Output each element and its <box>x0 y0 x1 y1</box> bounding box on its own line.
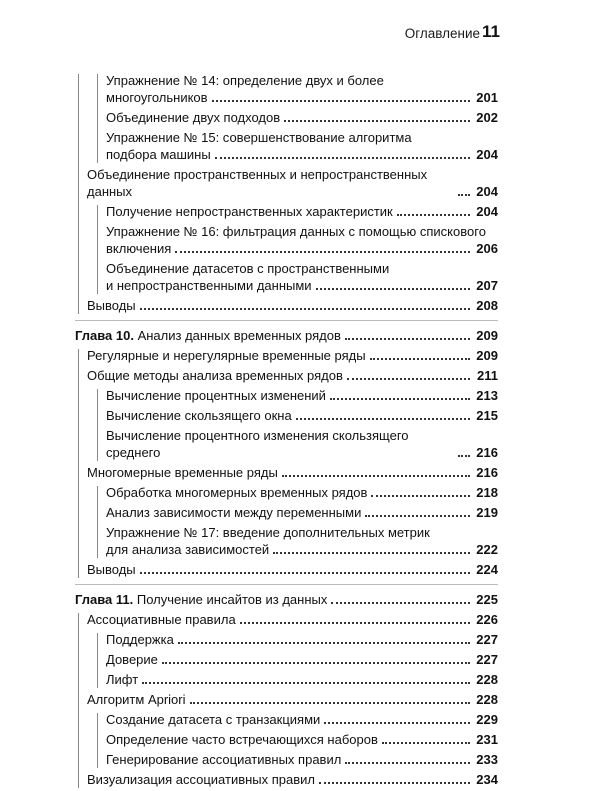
toc-entry-title <box>87 464 278 481</box>
dot-leader <box>365 515 470 517</box>
toc-entry-text: многоугольников <box>106 90 208 105</box>
toc-page-number: 225 <box>476 592 498 607</box>
toc-entry-title <box>106 387 326 404</box>
toc-entry-title <box>106 504 361 521</box>
toc-entry-title <box>106 277 312 294</box>
toc-entry-text: Многомерные временные ряды <box>87 465 278 480</box>
indent-guide-line <box>97 389 98 461</box>
dot-leader <box>458 194 470 196</box>
toc-section-entry[interactable] <box>75 297 498 314</box>
toc-entry-text: Получение непространственных характеристик <box>106 204 393 219</box>
indent-guide-line <box>78 349 79 578</box>
toc-section-entry[interactable] <box>75 561 498 578</box>
toc-entry-text: и непространственными данными <box>106 278 312 293</box>
dot-leader <box>284 120 470 122</box>
dot-leader <box>212 100 470 102</box>
toc-entry-text: Поддержка <box>106 632 174 647</box>
running-header-title: Оглавление <box>404 26 480 41</box>
toc-page-number: 213 <box>476 388 498 403</box>
toc-entry-text: Упражнение № 14: определение двух и более <box>106 73 384 88</box>
toc-entry-text: Вычисление скользящего окна <box>106 408 292 423</box>
dot-leader <box>370 358 470 360</box>
toc-entry-text: Общие методы анализа временных рядов <box>87 368 343 383</box>
toc-subsection-entry[interactable] <box>75 407 498 424</box>
dot-leader <box>140 572 470 574</box>
toc-subsection-entry[interactable] <box>75 651 498 668</box>
toc-entry-text: Визуализация ассоциативных правил <box>87 772 315 787</box>
toc-entry-text: для анализа зависимостей <box>106 542 270 557</box>
toc-page-number: 224 <box>476 562 498 577</box>
toc-entry-text: Объединение датасетов с пространственными <box>106 261 390 276</box>
toc-subsection-entry[interactable] <box>75 72 498 106</box>
toc-page-number: 222 <box>476 542 498 557</box>
dot-leader <box>345 762 470 764</box>
toc-entry-title <box>106 751 341 768</box>
dot-leader <box>319 782 470 784</box>
toc-page-number: 201 <box>476 90 498 105</box>
toc-page-number: 216 <box>476 445 498 460</box>
toc-entry-title <box>106 541 269 558</box>
toc-subsection-entry[interactable] <box>75 731 498 748</box>
indent-guide-line <box>97 74 98 163</box>
toc-entry-title <box>106 427 454 461</box>
dot-leader <box>190 702 470 704</box>
toc-entry-text: включения <box>106 241 172 256</box>
dot-leader <box>282 475 470 477</box>
toc-page-number: 233 <box>476 752 498 767</box>
indent-guide-line <box>97 713 98 768</box>
toc-entry-text: Обработка многомерных временных рядов <box>106 485 368 500</box>
toc-page-number: 207 <box>476 278 498 293</box>
toc-subsection-entry[interactable] <box>75 631 498 648</box>
toc-page-number: 211 <box>477 368 498 383</box>
toc-subsection-entry[interactable] <box>75 203 498 220</box>
toc-entry-text: Определение часто встречающихся наборов <box>106 732 378 747</box>
toc-page-number: 228 <box>476 692 498 707</box>
toc-entry-title <box>75 591 327 608</box>
toc-entry-title <box>87 691 186 708</box>
toc-entry-text: Анализ зависимости между переменными <box>106 505 362 520</box>
toc-chapter-entry[interactable] <box>75 327 498 344</box>
dot-leader <box>330 398 470 400</box>
dot-leader <box>382 742 470 744</box>
toc-subsection-entry[interactable] <box>75 711 498 728</box>
toc-subsection-entry[interactable] <box>75 427 498 461</box>
toc-entry-title <box>106 260 389 277</box>
toc-page-number: 219 <box>476 505 498 520</box>
dot-leader <box>331 602 470 604</box>
toc-entry-title <box>106 407 292 424</box>
dot-leader <box>371 495 470 497</box>
toc-subsection-entry[interactable] <box>75 260 498 294</box>
toc-entry-text: Вычисление процентного изменения скользящего среднего <box>106 428 409 460</box>
toc-page-number: 215 <box>476 408 498 423</box>
indent-guide-line <box>97 486 98 558</box>
toc-page-number: 204 <box>476 204 498 219</box>
toc-entry-title <box>106 72 384 89</box>
toc-entry-title <box>87 297 136 314</box>
toc-entry-text: Упражнение № 17: введение дополнительных метрик <box>106 525 430 540</box>
toc-entry-title <box>106 711 320 728</box>
toc-entry-title <box>106 731 378 748</box>
toc-page-number: 206 <box>476 241 498 256</box>
toc-entry-title <box>106 203 393 220</box>
toc-entry-text: Выводы <box>87 298 136 313</box>
indent-guide-line <box>97 205 98 294</box>
table-of-contents <box>75 72 498 791</box>
toc-subsection-entry[interactable] <box>75 671 498 688</box>
indent-guide-line <box>78 613 79 788</box>
dot-leader <box>347 378 470 380</box>
toc-entry-title <box>106 240 171 257</box>
dot-leader <box>178 642 470 644</box>
toc-subsection-entry[interactable] <box>75 109 498 126</box>
toc-entry-text: Генерирование ассоциативных правил <box>106 752 342 767</box>
toc-section-entry[interactable] <box>75 771 498 788</box>
toc-page-number: 204 <box>476 147 498 162</box>
toc-subsection-entry[interactable] <box>75 484 498 501</box>
toc-entry-title <box>106 671 138 688</box>
toc-entry-text: Упражнение № 15: совершенствование алгоритма <box>106 130 412 145</box>
toc-entry-title <box>87 561 136 578</box>
dot-leader <box>142 682 470 684</box>
dot-leader <box>162 662 470 664</box>
toc-entry-title <box>106 524 430 541</box>
toc-entry-title <box>106 109 280 126</box>
chapter-number: Глава 11. <box>75 592 134 607</box>
toc-subsection-entry[interactable] <box>75 387 498 404</box>
toc-section-entry[interactable] <box>75 691 498 708</box>
running-header <box>0 22 600 46</box>
toc-entry-text: подбора машины <box>106 147 211 162</box>
toc-entry-title <box>87 611 236 628</box>
toc-subsection-entry[interactable] <box>75 223 498 257</box>
toc-entry-title <box>106 146 211 163</box>
dot-leader <box>296 418 470 420</box>
chapter-number: Глава 10. <box>75 328 134 343</box>
toc-entry-title <box>106 631 174 648</box>
toc-entry-title <box>87 347 366 364</box>
dot-leader <box>240 622 470 624</box>
toc-entry-text: Упражнение № 16: фильтрация данных с помощью спискового <box>106 224 486 239</box>
toc-section-entry[interactable] <box>75 611 498 628</box>
toc-page-number: 231 <box>476 732 498 747</box>
toc-page-number: 226 <box>476 612 498 627</box>
chapter-divider <box>75 320 498 321</box>
toc-subsection-entry[interactable] <box>75 751 498 768</box>
toc-page-number: 204 <box>476 184 498 199</box>
toc-section-entry[interactable] <box>75 166 498 200</box>
toc-page-number: 218 <box>476 485 498 500</box>
toc-entry-title <box>87 166 454 200</box>
toc-entry-text: Вычисление процентных изменений <box>106 388 326 403</box>
indent-guide-line <box>78 74 79 314</box>
toc-entry-text: Лифт <box>106 672 139 687</box>
toc-section-entry[interactable] <box>75 464 498 481</box>
toc-chapter-entry[interactable] <box>75 591 498 608</box>
toc-page-number: 227 <box>476 652 498 667</box>
toc-entry-title <box>106 223 486 240</box>
indent-guide-line <box>97 633 98 688</box>
toc-entry-text: Объединение двух подходов <box>106 110 281 125</box>
toc-entry-title <box>87 367 343 384</box>
toc-entry-title <box>106 484 367 501</box>
dot-leader <box>397 214 470 216</box>
toc-entry-title <box>75 327 341 344</box>
toc-page-number: 208 <box>476 298 498 313</box>
toc-entry-title <box>106 89 208 106</box>
toc-entry-text: Доверие <box>106 652 158 667</box>
page-number: 11 <box>482 22 500 41</box>
toc-entry-text: Регулярные и нерегулярные временные ряды <box>87 348 366 363</box>
toc-page-number: 229 <box>476 712 498 727</box>
toc-entry-title <box>87 771 315 788</box>
toc-page-number: 202 <box>476 110 498 125</box>
toc-entry-text: Выводы <box>87 562 136 577</box>
toc-page-number: 227 <box>476 632 498 647</box>
chapter-divider <box>75 584 498 585</box>
dot-leader <box>458 455 470 457</box>
toc-page-number: 209 <box>476 348 498 363</box>
toc-page-number: 234 <box>476 772 498 787</box>
dot-leader <box>345 338 470 340</box>
toc-page-number: 216 <box>476 465 498 480</box>
toc-entry-title <box>106 129 412 146</box>
toc-entry-text: Алгоритм Apriori <box>87 692 186 707</box>
toc-subsection-entry[interactable] <box>75 524 498 558</box>
dot-leader <box>316 288 470 290</box>
dot-leader <box>215 157 470 159</box>
dot-leader <box>140 308 470 310</box>
toc-page-number: 228 <box>476 672 498 687</box>
toc-entry-text: Объединение пространственных и непространственных данных <box>87 167 428 199</box>
toc-page-number: 209 <box>476 328 498 343</box>
toc-entry-text: Ассоциативные правила <box>87 612 236 627</box>
toc-subsection-entry[interactable] <box>75 504 498 521</box>
dot-leader <box>175 251 470 253</box>
toc-entry-text: Анализ данных временных рядов <box>137 328 341 343</box>
toc-entry-text: Получение инсайтов из данных <box>136 592 328 607</box>
dot-leader <box>273 552 470 554</box>
dot-leader <box>324 722 470 724</box>
toc-subsection-entry[interactable] <box>75 129 498 163</box>
toc-section-entry[interactable] <box>75 367 498 384</box>
toc-section-entry[interactable] <box>75 347 498 364</box>
toc-entry-text: Создание датасета с транзакциями <box>106 712 321 727</box>
toc-entry-title <box>106 651 158 668</box>
